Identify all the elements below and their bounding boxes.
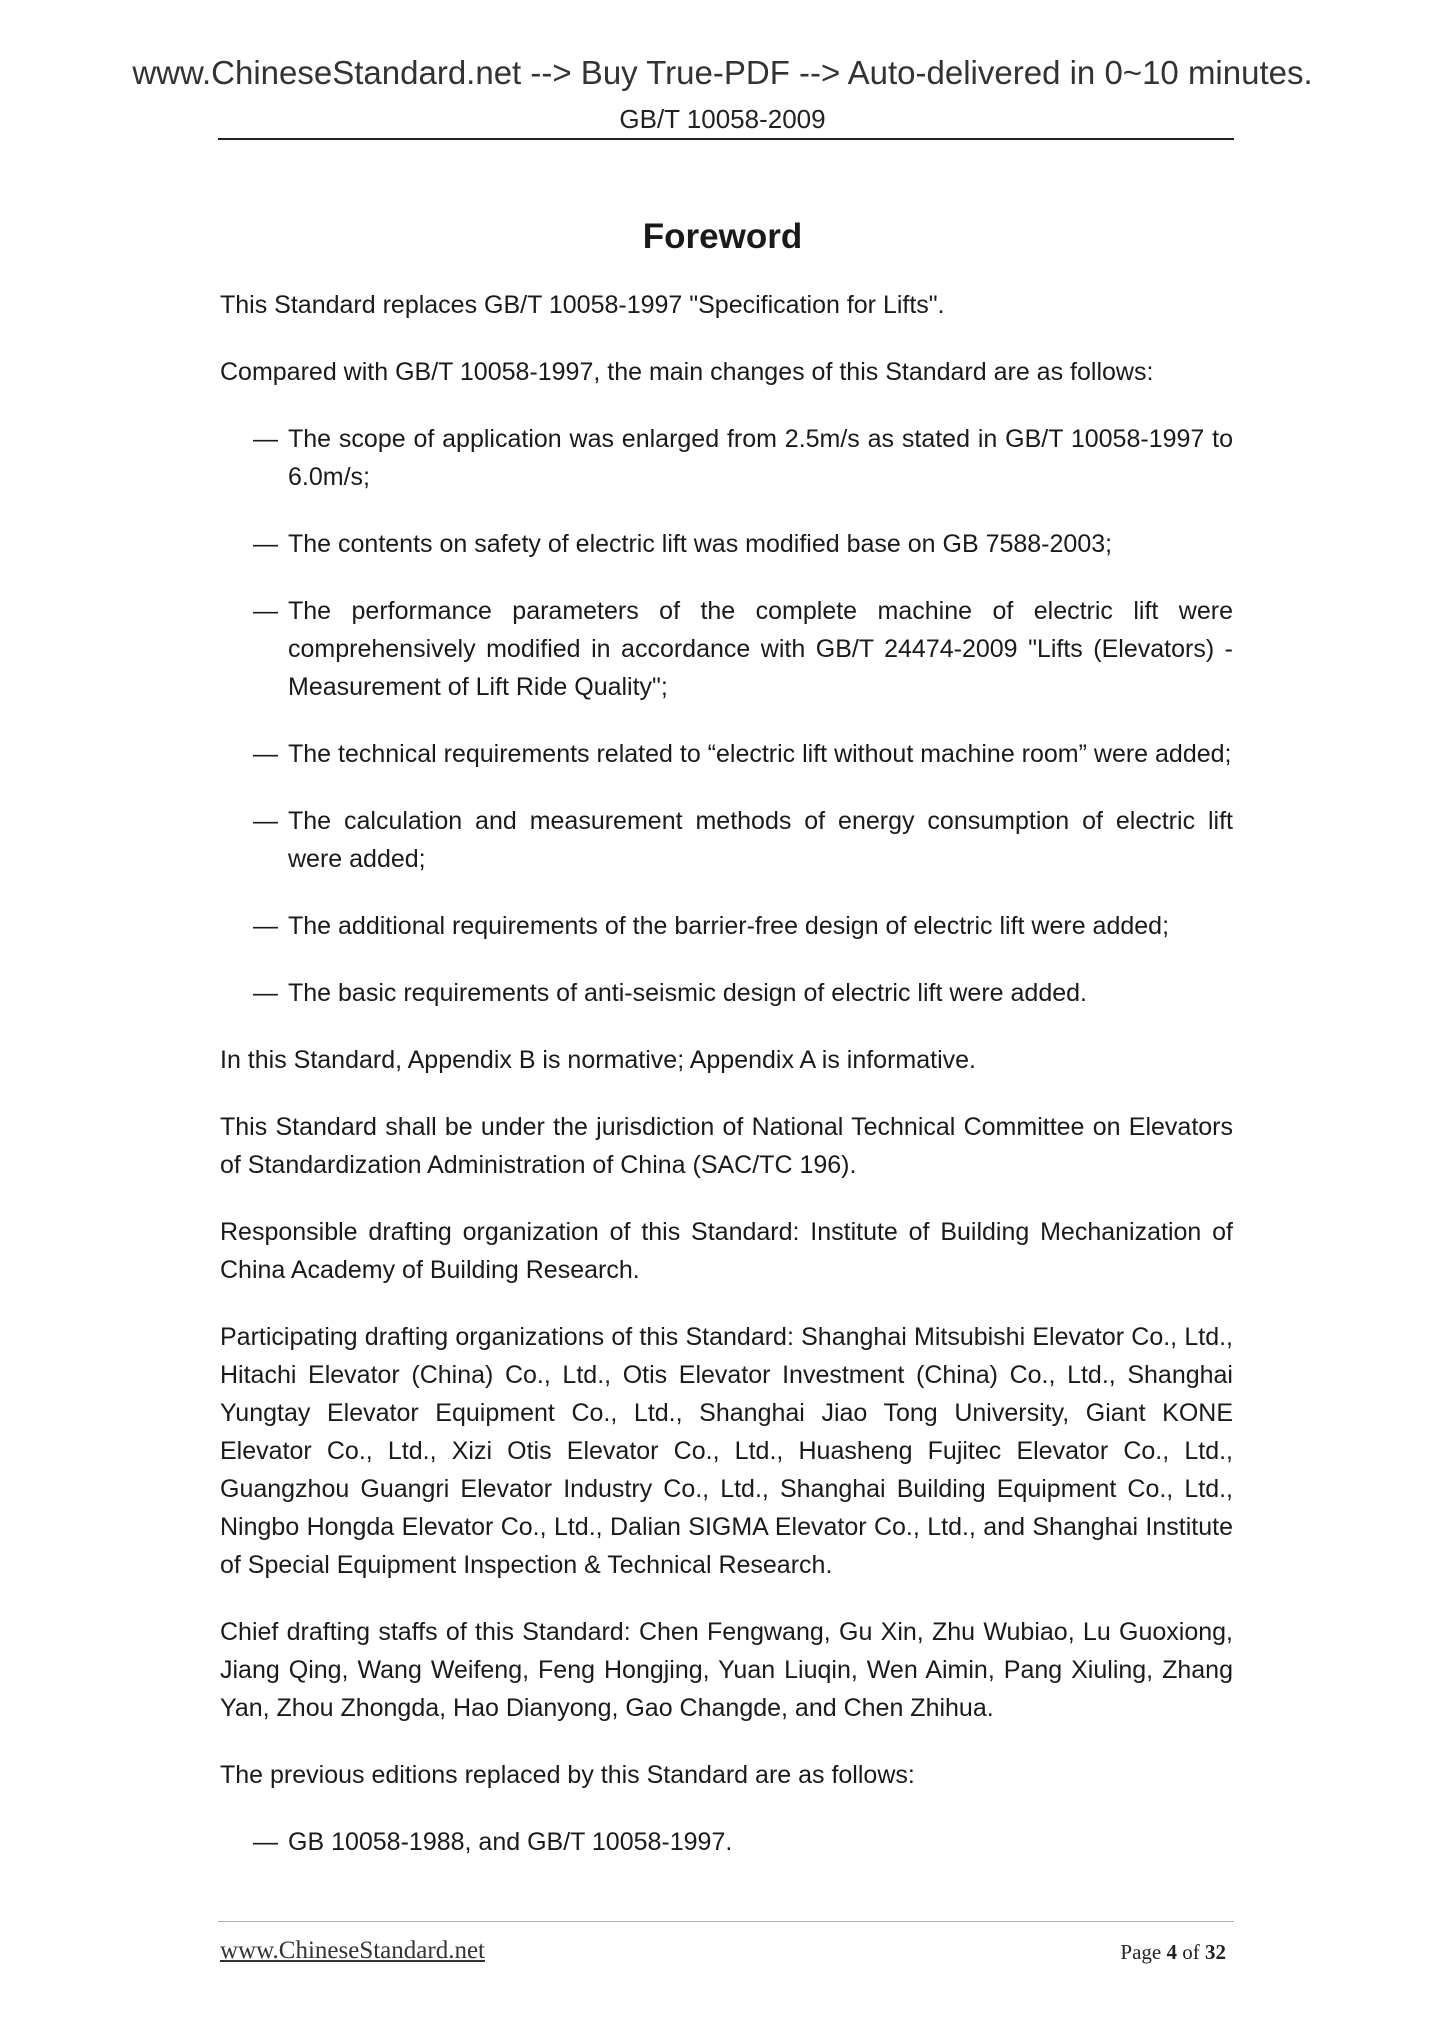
change-item [253,802,1233,878]
header-divider [218,138,1234,140]
paragraph-appendix: In this Standard, Appendix B is normative; Appendix A is informative. [220,1046,976,1074]
change-item [253,525,1233,563]
footer-divider [218,1921,1234,1922]
paragraph-participating-organizations: Participating drafting organizations of this Standard: Shanghai Mitsubishi Elevator Co., Ltd., Hitachi Elevator (China) Co., Ltd., Otis Elevator Investment (China) Co., Ltd., Shanghai Yungtay Elevator Equipment Co., Ltd., Shanghai Jiao Tong University, Giant KONE Elevator Co., Ltd., Xizi Otis Elevator Co., Ltd., Huasheng Fujitec Elevator Co., Ltd., Guangzhou Guangri Elevator Industry Co., Ltd., Shanghai Building Equipment Co., Ltd., Ningbo Hongda Elevator Co., Ltd., Dalian SIGMA Elevator Co., Ltd., and Shanghai Institute of Special Equipment Inspection & Technical Research. [220,1323,1233,1579]
previous-edition-item [253,1823,1233,1861]
change-item-text: The scope of application was enlarged from 2.5m/s as stated in GB/T 10058-1997 to 6.0m/s; [288,425,1233,491]
page-word: Page [1120,1940,1162,1964]
top-banner-link[interactable]: www.ChineseStandard.net --> Buy True-PDF --> Auto-delivered in 0~10 minutes. [132,54,1313,91]
page-current: 4 [1166,1940,1177,1964]
paragraph-replaces: This Standard replaces GB/T 10058-1997 "Specification for Lifts". [220,291,945,319]
page-of: of [1182,1940,1200,1964]
document-code: GB/T 10058-2009 [619,104,826,134]
change-item-text: The additional requirements of the barrier-free design of electric lift were added; [288,912,1170,940]
dash-bullet: — [253,912,278,940]
dash-bullet: — [253,425,278,453]
change-item-text: The technical requirements related to “electric lift without machine room” were added; [288,740,1232,768]
change-item [253,974,1233,1012]
previous-edition-text: GB 10058-1988, and GB/T 10058-1997. [288,1828,733,1856]
paragraph-changes-intro: Compared with GB/T 10058-1997, the main changes of this Standard are as follows: [220,358,1154,386]
change-item-text: The contents on safety of electric lift was modified base on GB 7588-2003; [288,530,1113,558]
change-item [253,735,1233,773]
change-item [253,592,1233,706]
dash-bullet: — [253,597,278,625]
change-item [253,907,1233,945]
foreword-body [220,286,1233,1890]
paragraph-previous-editions: The previous editions replaced by this Standard are as follows: [220,1761,915,1789]
footer-site-link[interactable]: www.ChineseStandard.net [220,1937,485,1964]
page-total: 32 [1205,1940,1226,1964]
dash-bullet: — [253,979,278,1007]
change-item [253,420,1233,496]
paragraph-responsible-organization: Responsible drafting organization of this Standard: Institute of Building Mechanization of China Academy of Building Research. [220,1218,1233,1284]
page-number [1120,1942,1226,1963]
dash-bullet: — [253,1828,278,1856]
paragraph-drafting-staff: Chief drafting staffs of this Standard: Chen Fengwang, Gu Xin, Zhu Wubiao, Lu Guoxiong, Jiang Qing, Wang Weifeng, Feng Hongjing, Yuan Liuqin, Wen Aimin, Pang Xiuling, Zhang Yan, Zhou Zhongda, Hao Dianyong, Gao Changde, and Chen Zhihua. [220,1618,1233,1722]
dash-bullet: — [253,807,278,835]
change-item-text: The performance parameters of the complete machine of electric lift were comprehensively modified in accordance with GB/T 24474-2009 "Lifts (Elevators) - Measurement of Lift Ride Quality"; [288,597,1233,701]
dash-bullet: — [253,740,278,768]
dash-bullet: — [253,530,278,558]
paragraph-jurisdiction: This Standard shall be under the jurisdiction of National Technical Committee on Elevators of Standardization Administration of China (SAC/TC 196). [220,1113,1233,1179]
change-item-text: The calculation and measurement methods of energy consumption of electric lift were added; [288,807,1233,873]
change-item-text: The basic requirements of anti-seismic design of electric lift were added. [288,979,1087,1007]
page-title: Foreword [642,217,803,257]
